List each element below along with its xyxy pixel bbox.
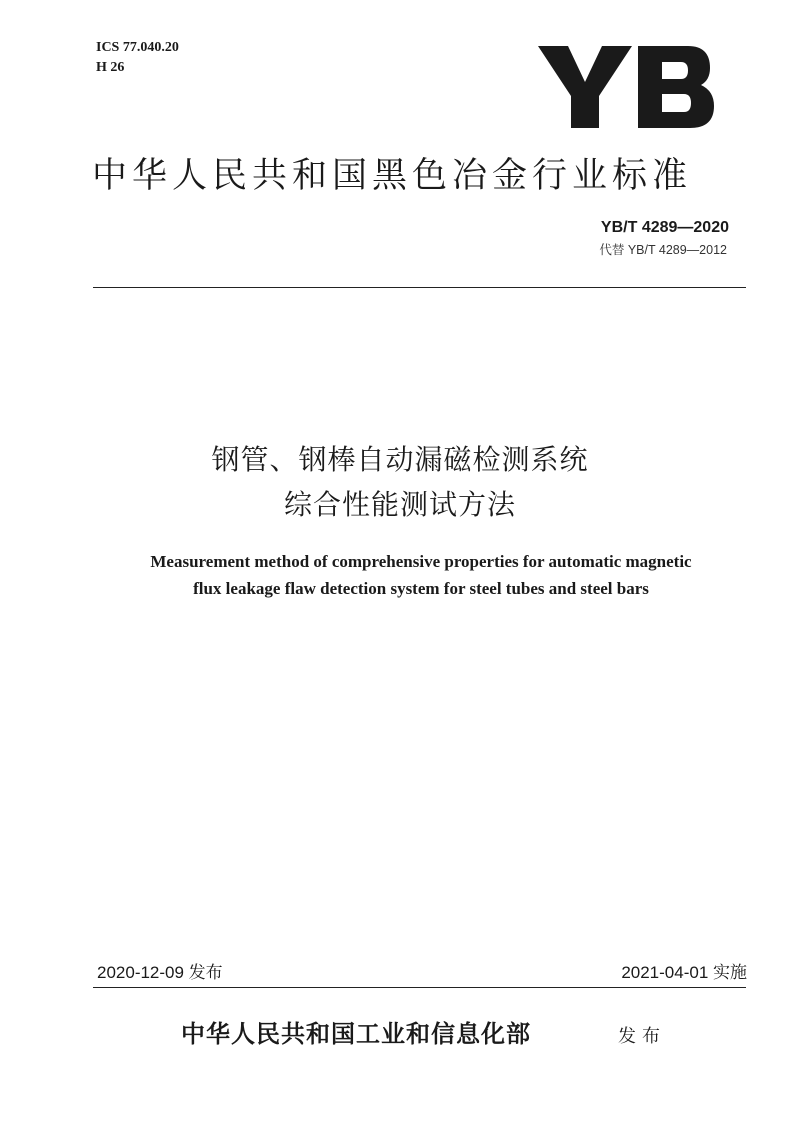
implement-date: 2021-04-01 实施 — [621, 963, 747, 982]
ccs-code: H 26 — [96, 60, 125, 75]
issuing-authority: 中华人民共和国工业和信息化部 — [181, 1019, 531, 1048]
top-divider — [93, 287, 746, 288]
title-cn-line1: 钢管、钢棒自动漏磁检测系统 — [211, 443, 589, 476]
bottom-divider — [93, 987, 746, 988]
replaces-standard: 代替 YB/T 4289—2012 — [599, 243, 727, 257]
publish-date: 2020-12-09 发布 — [97, 963, 223, 982]
ics-code: ICS 77.040.20 — [96, 40, 179, 55]
title-en-line2: flux leakage flaw detection system for steel tubes and steel bars — [193, 579, 649, 598]
standard-number: YB/T 4289—2020 — [600, 219, 729, 236]
title-en-line1: Measurement method of comprehensive properties for automatic magnetic — [150, 552, 692, 571]
issue-label: 发布 — [618, 1026, 666, 1047]
standard-category-title: 中华人民共和国黑色冶金行业标准 — [92, 156, 693, 196]
yb-logo — [538, 34, 716, 134]
title-cn-line2: 综合性能测试方法 — [283, 488, 516, 521]
